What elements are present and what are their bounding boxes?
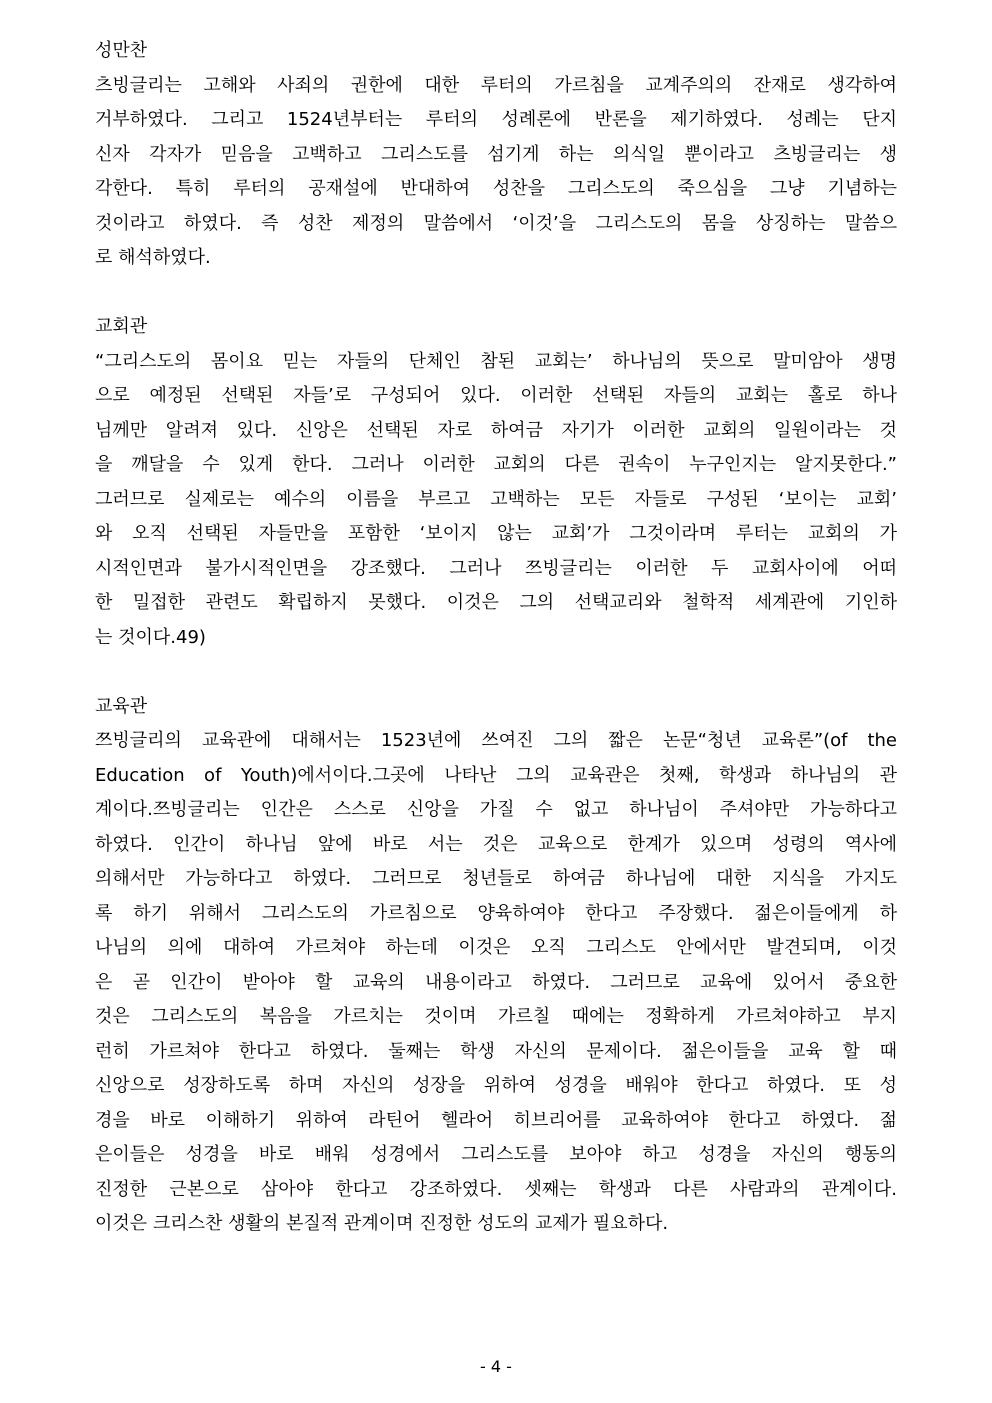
paragraph-line: 한 밀접한 관련도 확립하지 못했다. 이것은 그의 선택교리와 철학적 세계관에 기인하 <box>95 592 897 613</box>
paragraph-line: 나님의 의에 대하여 가르쳐야 하는데 이것은 오직 그리스도 안에서만 발견되며, 이것 <box>95 937 897 958</box>
section-heading: 교육관 <box>95 695 148 717</box>
paragraph-line: 쯔빙글리의 교육관에 대해서는 1523년에 쓰여진 그의 짧은 논문“청년 교육론”(of the <box>95 730 897 751</box>
paragraph-line: 경을 바로 이해하기 위하여 라틴어 헬라어 히브리어를 교육하여야 한다고 하였다. 젊 <box>95 1109 897 1131</box>
section-heading: 성만찬 <box>95 40 148 61</box>
paragraph-line: 것은 그리스도의 복음을 가르치는 것이며 가르칠 때에는 정확하게 가르쳐야하고 부지 <box>95 1006 897 1027</box>
paragraph-line: 님께만 알려져 있다. 신앙은 선택된 자로 하여금 자기가 이러한 교회의 일원이라는 것 <box>95 419 897 441</box>
section <box>95 34 897 276</box>
paragraph-line: 런히 가르쳐야 한다고 하였다. 둘째는 학생 자신의 문제이다. 젊은이들을 교육 할 때 <box>95 1040 897 1062</box>
paragraph-line: 진정한 근본으로 삼아야 한다고 강조하였다. 셋째는 학생과 다른 사람과의 관계이다. <box>95 1178 897 1200</box>
paragraph-line: 는 것이다.49) <box>95 626 206 648</box>
paragraph-line: 의해서만 가능하다고 하였다. 그러므로 청년들로 하여금 하나님에 대한 지식을 가지도 <box>95 868 897 889</box>
paragraph-line: “그리스도의 몸이요 믿는 자들의 단체인 참된 교회는’ 하나님의 뜻으로 말미암아 생명 <box>95 350 897 372</box>
paragraph-line: 으로 예정된 선택된 자들’로 구성되어 있다. 이러한 선택된 자들의 교회는 홀로 하나 <box>95 385 897 406</box>
paragraph-line: 을 깨달을 수 있게 한다. 그러나 이러한 교회의 다른 권속이 누구인지는 알지못한다.” <box>95 454 897 475</box>
paragraph-line: 은 곧 인간이 받아야 할 교육의 내용이라고 하였다. 그러므로 교육에 있어서 중요한 <box>95 971 897 993</box>
section-spacer <box>95 276 897 311</box>
section <box>95 310 897 655</box>
paragraph-line: 거부하였다. 그리고 1524년부터는 루터의 성례론에 반론을 제기하였다. 성례는 단지 <box>95 109 897 130</box>
paragraph-line: 로 해석하였다. <box>95 247 211 268</box>
paragraph-line: Education of Youth)에서이다.그곳에 나타난 그의 교육관은 첫째, 학생과 하나님의 관 <box>95 764 897 786</box>
paragraph-line: 이것은 크리스찬 생활의 본질적 관계이며 진정한 성도의 교제가 필요하다. <box>95 1213 669 1234</box>
page-number: - 4 - <box>480 1357 512 1376</box>
section-heading: 교회관 <box>95 316 148 337</box>
paragraph-line: 와 오직 선택된 자들만을 포함한 ‘보이지 않는 교회’가 그것이라며 루터는 교회의 가 <box>95 523 897 544</box>
paragraph-line: 시적인면과 불가시적인면을 강조했다. 그러나 쯔빙글리는 이러한 두 교회사이에 어떠 <box>95 557 897 579</box>
paragraph-line: 각한다. 특히 루터의 공재설에 반대하여 성찬을 그리스도의 죽으심을 그냥 기념하는 <box>95 178 897 199</box>
paragraph-line: 것이라고 하였다. 즉 성찬 제정의 말씀에서 ‘이것’을 그리스도의 몸을 상징하는 말씀으 <box>95 212 897 234</box>
paragraph-line: 계이다.쯔빙글리는 인간은 스스로 신앙을 가질 수 없고 하나님이 주셔야만 가능하다고 <box>95 799 897 820</box>
document-page <box>95 34 897 1242</box>
paragraph-line: 신자 각자가 믿음을 고백하고 그리스도를 섬기게 하는 의식일 뿐이라고 츠빙글리는 생 <box>95 143 897 165</box>
section-spacer <box>95 655 897 690</box>
paragraph-line: 은이들은 성경을 바로 배워 성경에서 그리스도를 보아야 하고 성경을 자신의 행동의 <box>95 1144 897 1165</box>
paragraph-line: 록 하기 위해서 그리스도의 가르침으로 양육하여야 한다고 주장했다. 젊은이들에게 하 <box>95 902 897 924</box>
section <box>95 690 897 1242</box>
paragraph-line: 그러므로 실제로는 예수의 이름을 부르고 고백하는 모든 자들로 구성된 ‘보이는 교회’ <box>95 488 897 510</box>
paragraph-line: 츠빙글리는 고해와 사죄의 권한에 대한 루터의 가르침을 교계주의의 잔재로 생각하여 <box>95 74 897 96</box>
paragraph-line: 하였다. 인간이 하나님 앞에 바로 서는 것은 교육으로 한계가 있으며 성령의 역사에 <box>95 833 897 855</box>
paragraph-line: 신앙으로 성장하도록 하며 자신의 성장을 위하여 성경을 배워야 한다고 하였다. 또 성 <box>95 1075 897 1096</box>
